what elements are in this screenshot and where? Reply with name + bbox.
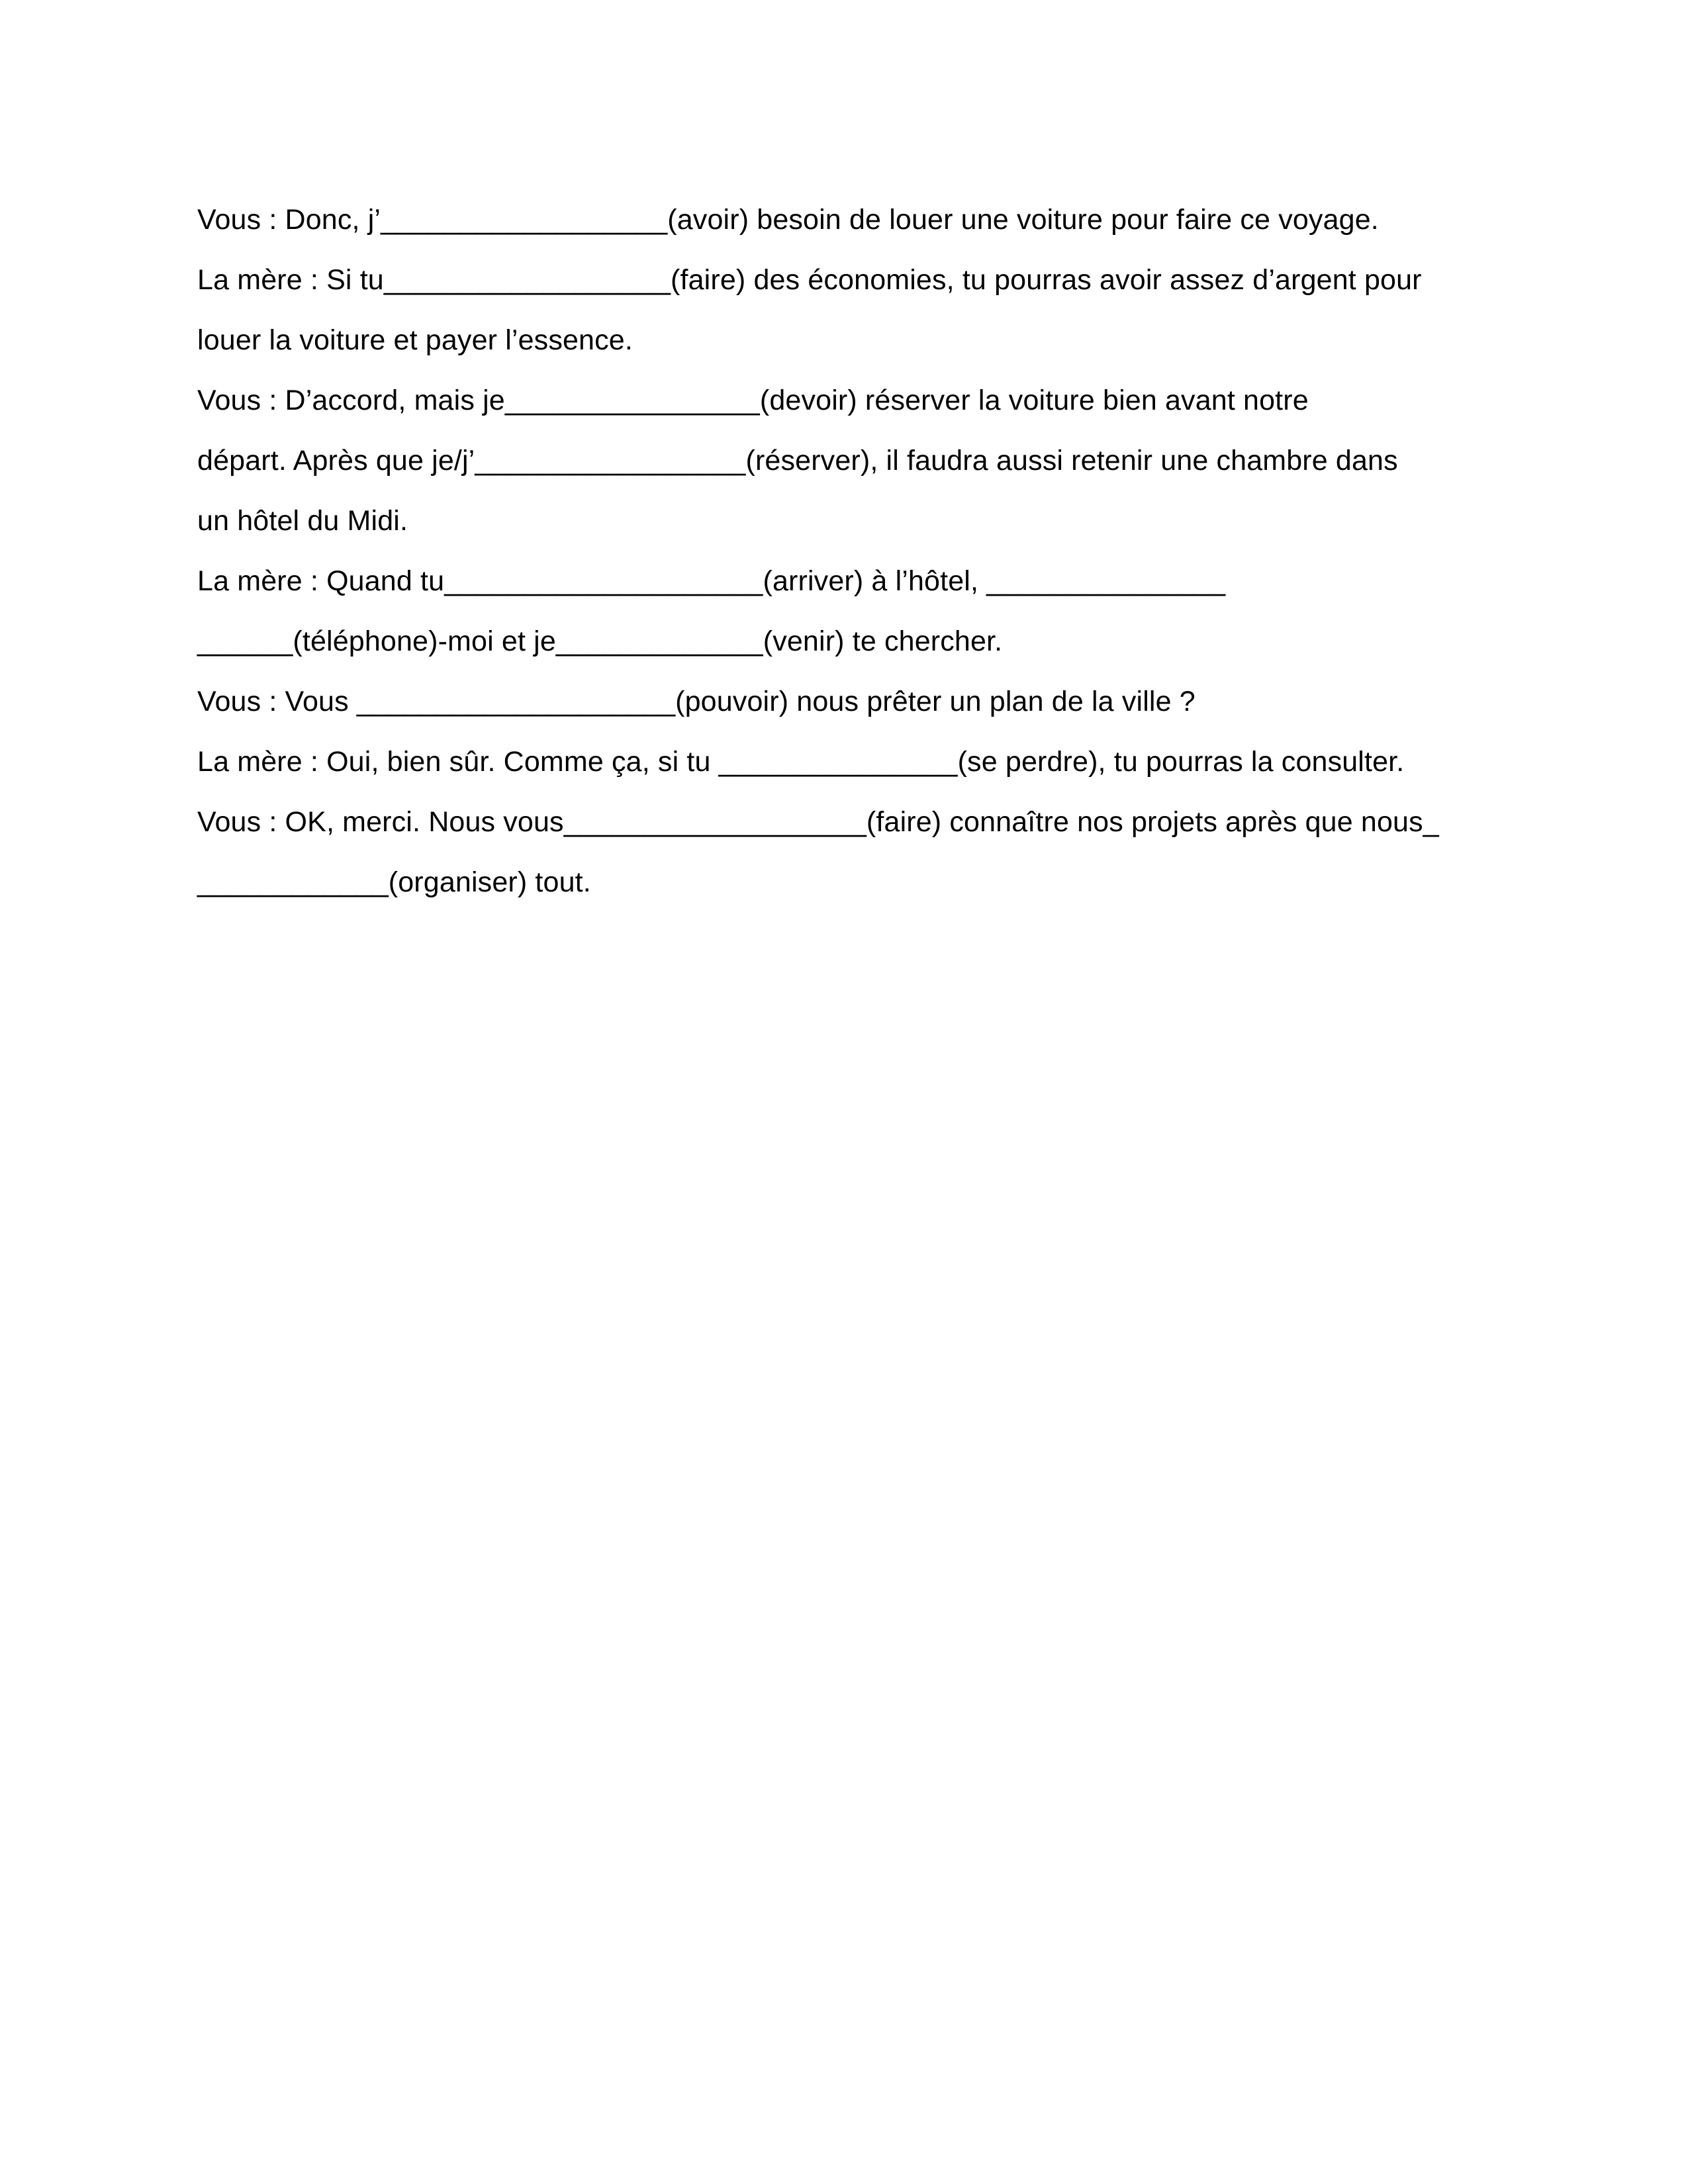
text-line-12: ____________(organiser) tout. <box>197 866 591 898</box>
text-line-11: Vous : OK, merci. Nous vous___________________(faire) connaître nos projets après que nous_ <box>197 806 1439 838</box>
text-line-4: Vous : D’accord, mais je________________(devoir) réserver la voiture bien avant notre <box>197 385 1309 416</box>
text-line-9: Vous : Vous ____________________(pouvoir) nous prêter un plan de la ville ? <box>197 686 1196 717</box>
text-line-6: un hôtel du Midi. <box>197 505 408 537</box>
text-line-1: Vous : Donc, j’__________________(avoir) besoin de louer une voiture pour faire ce voyage. <box>197 204 1379 236</box>
text-line-5: départ. Après que je/j’_________________(réserver), il faudra aussi retenir une chambre dans <box>197 445 1398 477</box>
text-line-2: La mère : Si tu__________________(faire) des économies, tu pourras avoir assez d’argent pour <box>197 264 1422 296</box>
text-line-7: La mère : Quand tu____________________(arriver) à l’hôtel, _______________ <box>197 565 1226 597</box>
text-line-8: ______(téléphone)-moi et je_____________(venir) te chercher. <box>197 625 1003 657</box>
text-line-10: La mère : Oui, bien sûr. Comme ça, si tu _______________(se perdre), tu pourras la consulter. <box>197 746 1405 778</box>
text-line-3: louer la voiture et payer l’essence. <box>197 324 633 356</box>
